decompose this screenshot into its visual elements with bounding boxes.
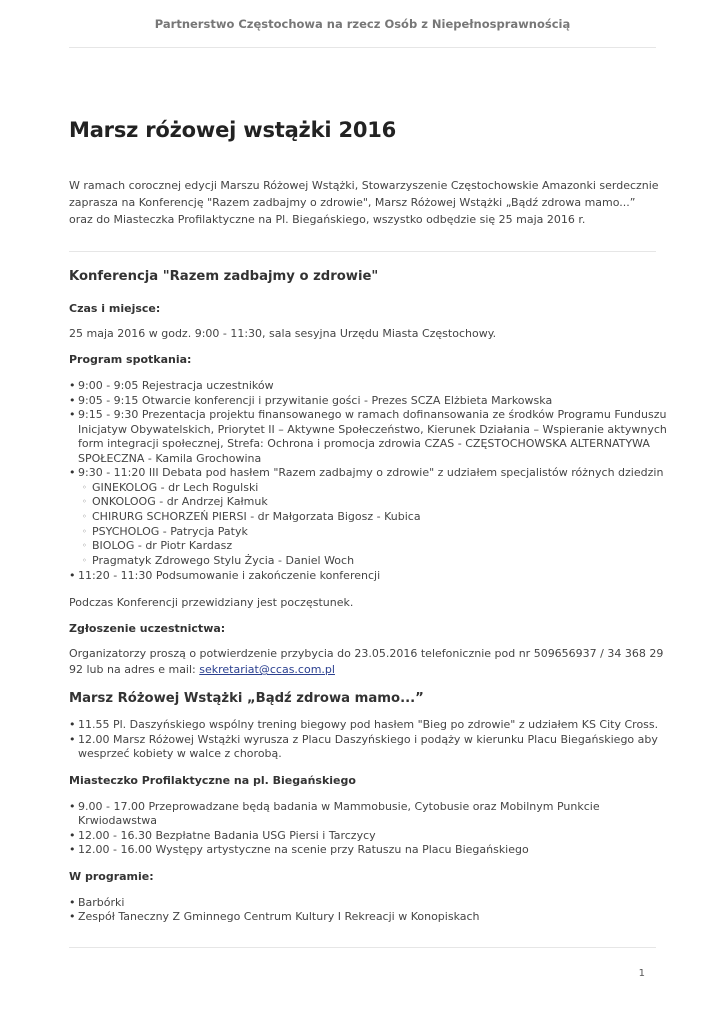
program-extra-heading: W programie:: [69, 869, 154, 883]
intro-divider: [69, 251, 656, 252]
list-item: • Zespół Taneczny Z Gminnego Centrum Kultury I Rekreacji w Konopiskach: [69, 910, 669, 925]
registration-text: [69, 646, 669, 678]
list-item: [69, 466, 669, 569]
page-title: Marsz różowej wstążki 2016: [69, 118, 397, 142]
list-item: ◦ BIOLOG - dr Piotr Kardasz: [82, 539, 669, 554]
specialists-list: [82, 481, 669, 569]
registration-body: Organizatorzy proszą o potwierdzenie przybycia do 23.05.2016 telefonicznie pod nr 509656937 / 34 368 29 92 lub na adres e mail:: [69, 647, 664, 677]
list-item: ◦ Pragmatyk Zdrowego Stylu Życia - Daniel Woch: [82, 554, 669, 569]
list-item: • 11.55 Pl. Daszyńskiego wspólny trening biegowy pod hasłem "Bieg po zdrowie" z udziałem KS City Cross.: [69, 718, 669, 733]
list-item: • Barbórki: [69, 896, 669, 911]
list-item: ◦ CHIRURG SCHORZEŃ PIERSI - dr Małgorzata Bigosz - Kubica: [82, 510, 669, 525]
intro-paragraph: W ramach corocznej edycji Marszu Różowej Wstążki, Stowarzyszenie Częstochowskie Amazonki serdecznie zaprasza na Konferencję "Razem zadbajmy o zdrowie", Marsz Różowej Wstążki „Bądź zdrowa mamo...” oraz do Miasteczka Profilaktyczne na Pl. Biegańskiego, wszystko odbędzie się 25 maja 2016 r.: [69, 179, 659, 226]
march-list: [69, 718, 669, 762]
header-divider: [69, 47, 656, 48]
catering-note: Podczas Konferencji przewidziany jest poczęstunek.: [69, 596, 354, 610]
program-label: Program spotkania:: [69, 353, 192, 366]
conference-heading: Konferencja "Razem zadbajmy o zdrowie": [69, 269, 379, 284]
list-item: ◦ ONKOLOOG - dr Andrzej Kałmuk: [82, 495, 669, 510]
footer-divider: [69, 947, 656, 948]
list-item: • 9.00 - 17.00 Przeprowadzane będą badania w Mammobusie, Cytobusie oraz Mobilnym Punkcie Krwiodawstwa: [69, 800, 669, 829]
email-link[interactable]: sekretariat@ccas.com.pl: [199, 663, 335, 677]
time-place-label: Czas i miejsce:: [69, 302, 161, 315]
list-item: • 9:15 - 9:30 Prezentacja projektu finansowanego w ramach dofinansowania ze środków Programu Funduszu Inicjatyw Obywatelskich, Priorytet II – Aktywne Społeczeństwo, Kierunek Działania – Wspieranie aktywnych form integracji społecznej, Strefa: Ochrona i promocja zdrowia CZAS - CZĘSTOCHOWSKA ALTERNATYWA SPOŁECZNA - Kamila Grochowina: [69, 408, 669, 466]
list-item: • 9:05 - 9:15 Otwarcie konferencji i przywitanie gości - Prezes SCZA Elżbieta Markowska: [69, 394, 669, 409]
list-item: • 9:00 - 9:05 Rejestracja uczestników: [69, 379, 669, 394]
article-body: [69, 269, 669, 925]
list-item: ◦ PSYCHOLOG - Patrycja Patyk: [82, 525, 669, 540]
debate-item-text: 9:30 - 11:20 III Debata pod hasłem "Razem zadbajmy o zdrowie" z udziałem specjalistów różnych dziedzin: [78, 466, 664, 479]
list-item: • 11:20 - 11:30 Podsumowanie i zakończenie konferencji: [69, 569, 669, 584]
list-item: • 12.00 Marsz Różowej Wstążki wyrusza z Placu Daszyńskiego i podąży w kierunku Placu Biegańskiego aby wesprzeć kobiety w walce z chorobą.: [69, 733, 669, 762]
time-place-text: 25 maja 2016 w godz. 9:00 - 11:30, sala sesyjna Urzędu Miasta Częstochowy.: [69, 327, 497, 340]
list-item: • 12.00 - 16.30 Bezpłatne Badania USG Piersi i Tarczycy: [69, 829, 669, 844]
page-number: 1: [638, 968, 645, 979]
program-extra-list: [69, 896, 669, 925]
list-item: • 12.00 - 16.00 Występy artystyczne na scenie przy Ratuszu na Placu Biegańskiego: [69, 843, 669, 858]
town-heading: Miasteczko Profilaktyczne na pl. Biegańskiego: [69, 773, 356, 787]
town-list: [69, 800, 669, 858]
list-item: ◦ GINEKOLOG - dr Lech Rogulski: [82, 481, 669, 496]
march-heading: Marsz Różowej Wstążki „Bądź zdrowa mamo...”: [69, 691, 424, 707]
registration-label: Zgłoszenie uczestnictwa:: [69, 622, 226, 636]
conference-program-list: [69, 379, 669, 583]
site-header-title: Partnerstwo Częstochowa na rzecz Osób z Niepełnosprawnością: [154, 17, 571, 31]
